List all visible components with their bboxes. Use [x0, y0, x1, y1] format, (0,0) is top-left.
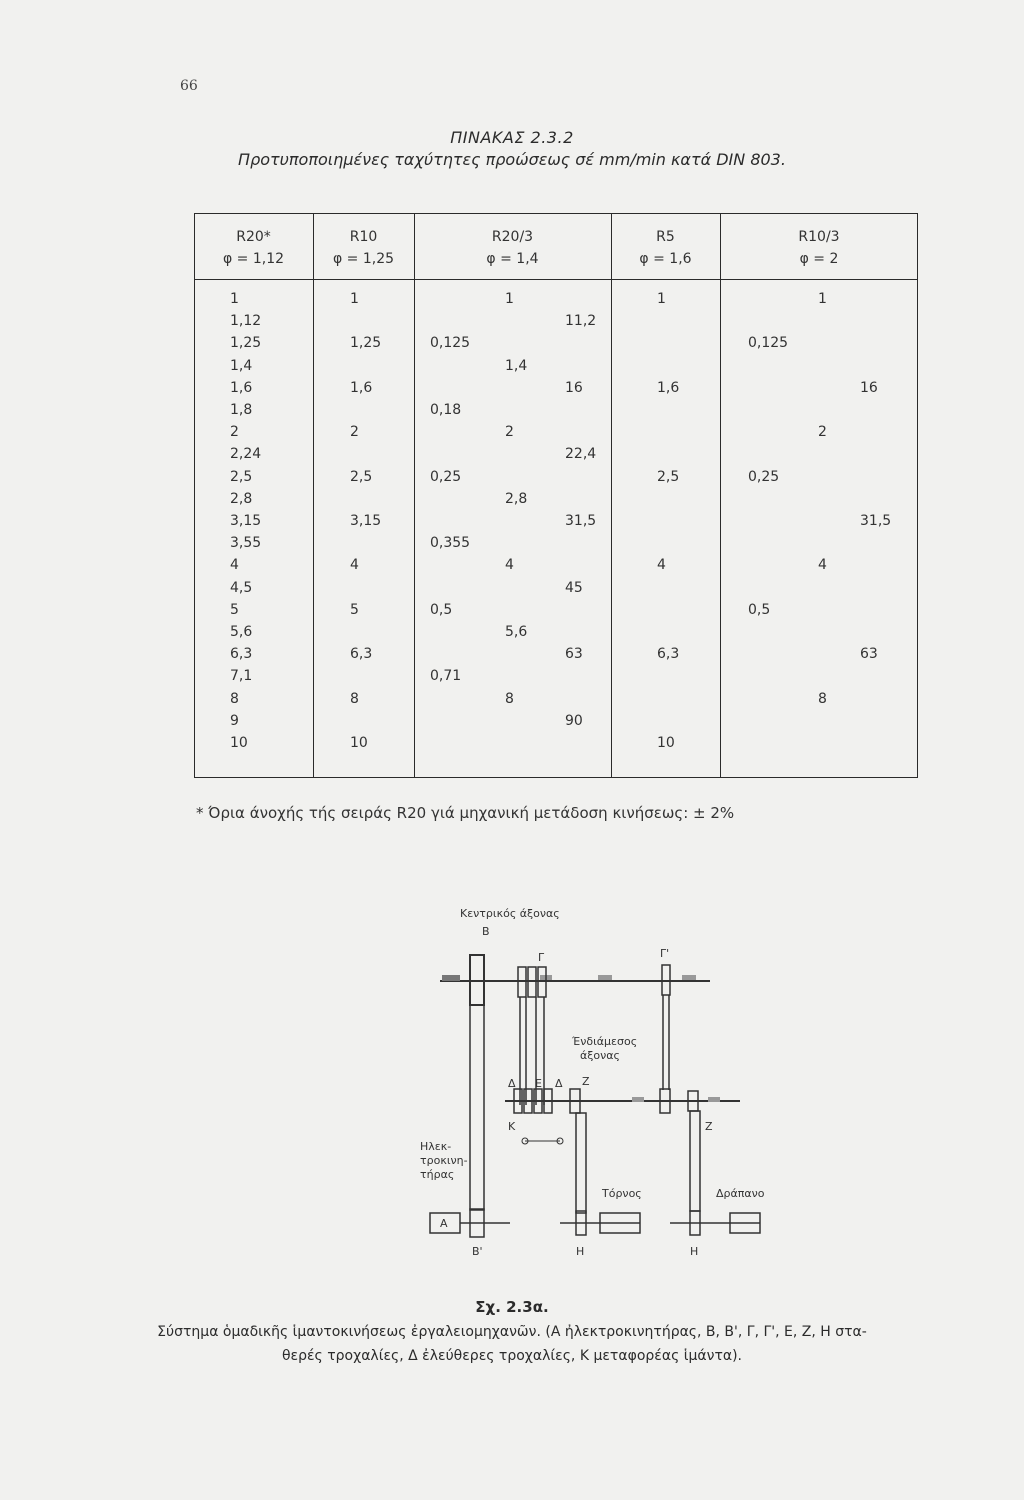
- belt-drive-diagram: [420, 895, 800, 1265]
- label-b-prime: Β': [472, 1245, 483, 1258]
- table-cell: 4,5: [230, 580, 253, 596]
- column-divider: [611, 213, 612, 778]
- header-ratio: φ = 1,6: [639, 251, 692, 267]
- table-cell: 5: [350, 602, 359, 618]
- table-cell: 4: [505, 557, 514, 573]
- table-cell: 4: [230, 557, 239, 573]
- table-cell: 1,6: [230, 380, 253, 396]
- table-cell: 2,8: [230, 491, 253, 507]
- label-a: Α: [440, 1217, 448, 1230]
- header-ratio: φ = 1,12: [222, 251, 285, 267]
- page-number: 66: [180, 78, 198, 94]
- table-cell: 31,5: [860, 513, 892, 529]
- table-cell: 1: [818, 291, 827, 307]
- table-cell: 4: [818, 557, 827, 573]
- label-h2: Η: [690, 1245, 699, 1258]
- belt-drill: [690, 1111, 700, 1211]
- table-cell: 1: [505, 291, 514, 307]
- label-motor-2: τροκινη-: [420, 1154, 468, 1167]
- table-cell: 6,3: [657, 646, 680, 662]
- table-cell: 8: [818, 691, 827, 707]
- table-cell: 63: [565, 646, 583, 662]
- label-g: Γ: [538, 951, 545, 964]
- table-cell: 2,24: [230, 446, 262, 462]
- table-cell: 3,15: [350, 513, 382, 529]
- table-cell: 1: [230, 291, 239, 307]
- table-cell: 90: [565, 713, 583, 729]
- table-cell: 1,25: [350, 335, 382, 351]
- figure-caption-line-2: θερές τροχαλίες, Δ ἐλεύθερες τροχαλίες, Κ μεταφορέας ἱμάντα).: [281, 1348, 743, 1364]
- column-divider: [414, 213, 415, 778]
- table-cell: 1,4: [230, 358, 253, 374]
- table-cell: 9: [230, 713, 239, 729]
- table-cell: 5: [230, 602, 239, 618]
- label-intermediate-1: Ένδιάμεσος: [572, 1035, 638, 1048]
- header-series: R20/3: [491, 229, 534, 245]
- table-cell: 1,8: [230, 402, 253, 418]
- column-divider: [313, 213, 314, 778]
- table-cell: 1,12: [230, 313, 262, 329]
- table-subtitle: Προτυποποιημένες ταχύτητες προώσεως σέ mm/min κατά DIN 803.: [238, 150, 786, 169]
- table-cell: 5,6: [230, 624, 253, 640]
- table-cell: 31,5: [565, 513, 597, 529]
- header-series: R20*: [236, 229, 271, 245]
- label-k: Κ: [508, 1120, 516, 1133]
- label-d2: Δ: [555, 1077, 563, 1090]
- footnote: * Όρια άνοχής τής σειράς R20 γιά μηχανική μετάδοση κινήσεως: ± 2%: [196, 804, 735, 822]
- table-cell: 6,3: [350, 646, 373, 662]
- table-cell: 2: [230, 424, 239, 440]
- table-cell: 11,2: [565, 313, 597, 329]
- table-cell: 0,18: [430, 402, 462, 418]
- header-divider: [194, 279, 918, 280]
- figure-caption-label: Σχ. 2.3α.: [475, 1298, 549, 1316]
- table-cell: 1,6: [350, 380, 373, 396]
- table-cell: 10: [350, 735, 368, 751]
- table-cell: 0,125: [430, 335, 471, 351]
- table-cell: 5,6: [505, 624, 528, 640]
- header-series: R10/3: [798, 229, 840, 245]
- table-cell: 8: [230, 691, 239, 707]
- table-cell: 3,15: [230, 513, 262, 529]
- header-ratio: φ = 1,4: [486, 251, 539, 267]
- table-cell: 22,4: [565, 446, 597, 462]
- table-cell: 0,125: [748, 335, 789, 351]
- table-cell: 1,6: [657, 380, 680, 396]
- table-cell: 2,5: [657, 469, 680, 485]
- table-frame: [194, 213, 918, 778]
- table-cell: 1,4: [505, 358, 528, 374]
- table-cell: 1: [657, 291, 666, 307]
- header-r10-3: [720, 226, 918, 270]
- table-cell: 16: [565, 380, 583, 396]
- table-cell: 0,25: [430, 469, 462, 485]
- table-cell: 3,55: [230, 535, 262, 551]
- table-cell: 45: [565, 580, 583, 596]
- label-e: Ε: [535, 1077, 542, 1090]
- table-cell: 63: [860, 646, 878, 662]
- table-cell: 0,355: [430, 535, 471, 551]
- table-cell: 0,71: [430, 668, 462, 684]
- table-cell: 2: [505, 424, 514, 440]
- column-divider: [720, 213, 721, 778]
- table-cell: 6,3: [230, 646, 253, 662]
- table-cell: 0,5: [748, 602, 771, 618]
- table-cell: 2: [818, 424, 827, 440]
- label-b: Β: [482, 925, 490, 938]
- table-cell: 2,8: [505, 491, 528, 507]
- table-cell: 7,1: [230, 668, 253, 684]
- header-r20: [194, 226, 313, 270]
- table-cell: 0,5: [430, 602, 453, 618]
- table-cell: 1: [350, 291, 359, 307]
- figure-caption-line-1: Σύστημα ὁμαδικῆς ἱμαντοκινήσεως ἐργαλειομηχανῶν. (Α ἠλεκτροκινητήρας, Β, Β', Γ, Γ', Ε, Ζ, Η στα-: [157, 1324, 867, 1340]
- header-r10: [313, 226, 414, 270]
- table-cell: 0,25: [748, 469, 780, 485]
- table-cell: 1,25: [230, 335, 262, 351]
- table-cell: 4: [350, 557, 359, 573]
- table-cell: 10: [657, 735, 675, 751]
- header-ratio: φ = 1,25: [332, 251, 395, 267]
- header-series: R10: [349, 229, 378, 245]
- label-h1: Η: [576, 1245, 585, 1258]
- table-cell: 16: [860, 380, 878, 396]
- table-cell: 2,5: [350, 469, 373, 485]
- table-cell: 10: [230, 735, 248, 751]
- label-z1: Ζ: [582, 1075, 590, 1088]
- label-lathe: Τόρνος: [602, 1187, 642, 1200]
- table-cell: 2,5: [230, 469, 253, 485]
- header-r20-3: [414, 226, 611, 270]
- table-cell: 2: [350, 424, 359, 440]
- table-cell: 4: [657, 557, 666, 573]
- label-drill: Δράπανο: [716, 1187, 765, 1200]
- belt-lathe: [576, 1113, 586, 1213]
- label-motor-1: Ηλεκ-: [420, 1140, 452, 1153]
- label-intermediate-2: άξονας: [580, 1049, 620, 1062]
- table-cell: 8: [350, 691, 359, 707]
- header-series: R5: [656, 229, 675, 245]
- label-z2: Ζ: [705, 1120, 713, 1133]
- table-title: ΠΙΝΑΚΑΣ 2.3.2: [450, 128, 574, 147]
- label-motor-3: τήρας: [420, 1168, 455, 1181]
- label-d1: Δ: [508, 1077, 516, 1090]
- header-r5: [611, 226, 720, 270]
- label-central-shaft: Κεντρικός άξονας: [460, 907, 560, 920]
- table-cell: 8: [505, 691, 514, 707]
- header-ratio: φ = 2: [799, 251, 839, 267]
- label-g-prime: Γ': [660, 947, 670, 960]
- belt-motor: [470, 1005, 484, 1210]
